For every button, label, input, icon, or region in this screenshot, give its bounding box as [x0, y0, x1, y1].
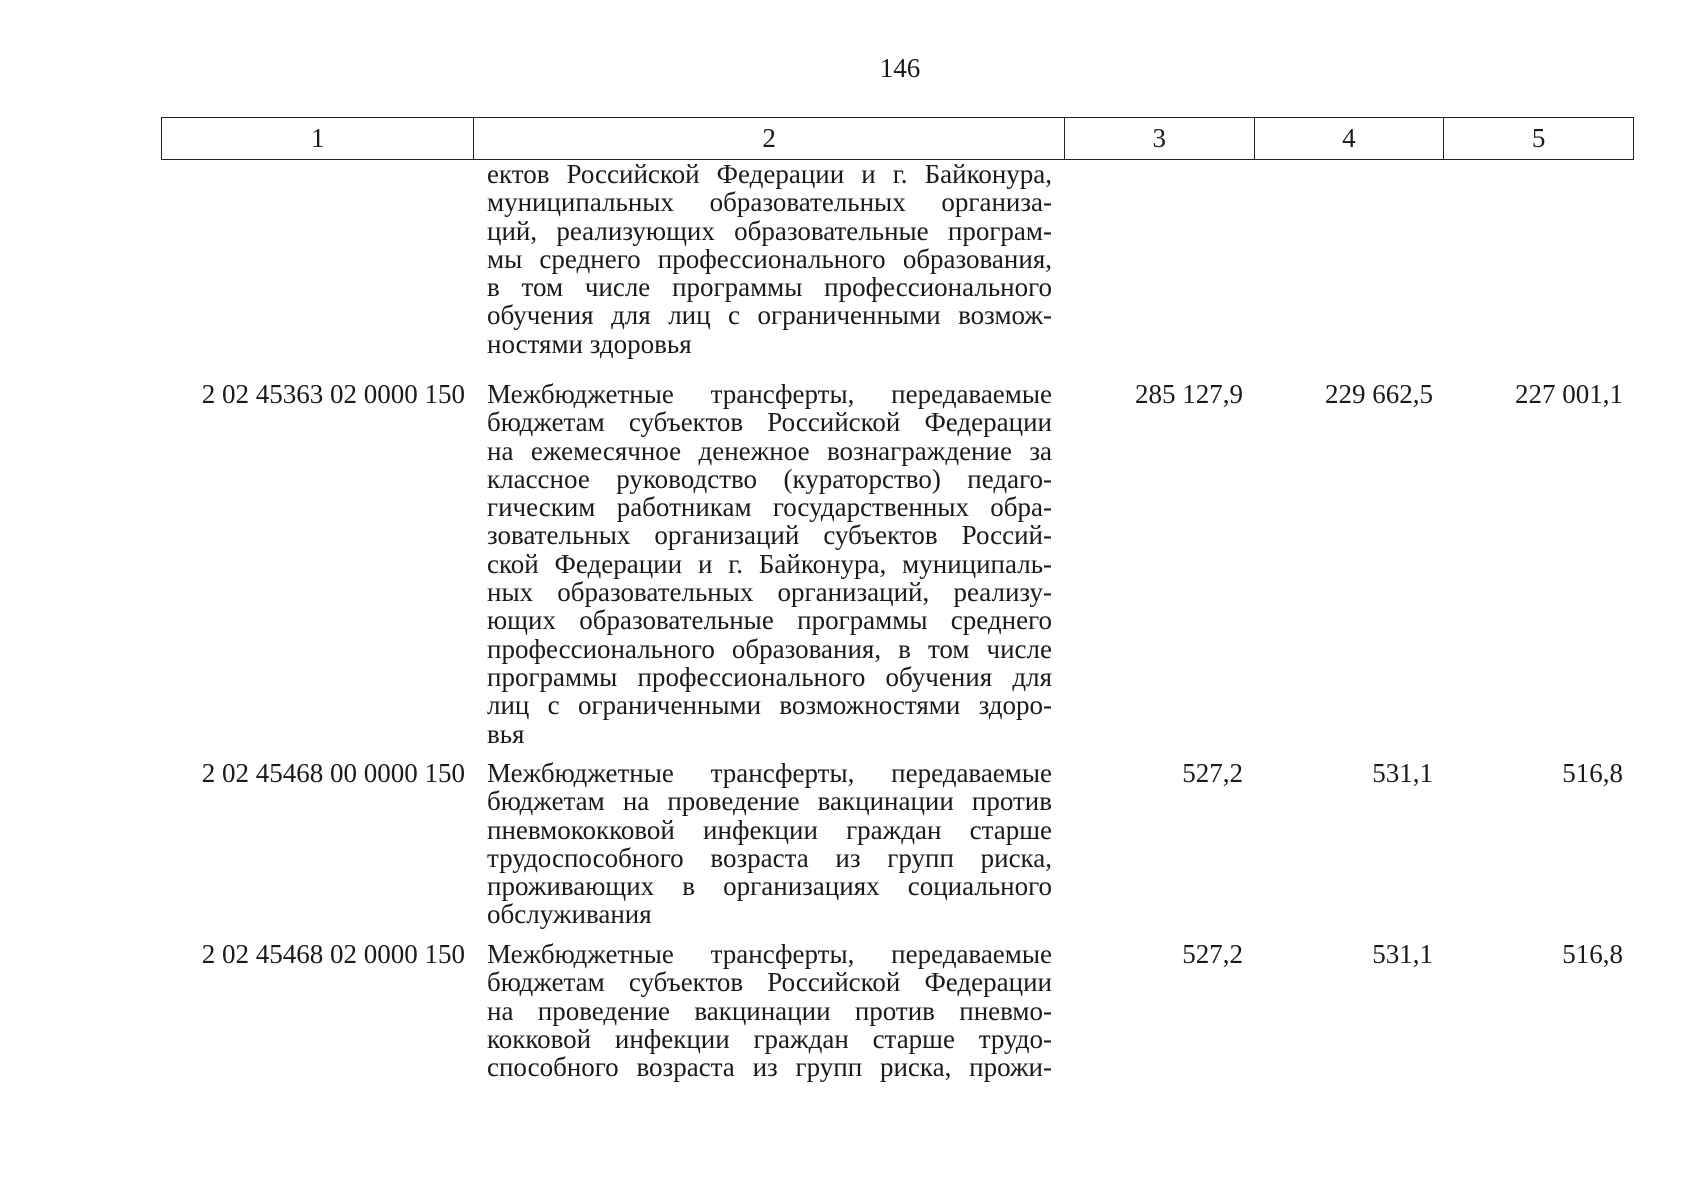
description-line: на ежемесячное денежное вознаграждение за — [487, 435, 1052, 466]
row-description — [487, 160, 1052, 358]
value-col-4: 531,1 — [1372, 939, 1433, 969]
description-line: вья — [487, 718, 525, 749]
value-col-3: 527,2 — [1182, 758, 1243, 788]
description-line: лиц с ограниченными возможностями здоро- — [487, 690, 1052, 721]
description-line: ций, реализующих образовательные програм- — [487, 215, 1052, 246]
description-line: ных образовательных организаций, реализу- — [487, 577, 1052, 608]
description-line: обслуживания — [487, 899, 652, 930]
description-line: ской Федерации и г. Байконура, муниципаль- — [487, 548, 1052, 579]
value-col-5: 516,8 — [1562, 939, 1623, 969]
description-line: ющих образовательные программы среднего — [487, 605, 1052, 636]
description-line: обучения для лиц с ограниченными возмож- — [487, 300, 1052, 331]
value-col-3: 527,2 — [1182, 939, 1243, 969]
column-header-1: 1 — [162, 118, 474, 160]
value-col-4: 229 662,5 — [1325, 379, 1433, 409]
description-line: программы профессионального обучения для — [487, 661, 1052, 692]
page-number: 146 — [879, 53, 921, 83]
row-description — [487, 380, 1052, 748]
table-header — [161, 117, 1634, 160]
column-header-2: 2 — [474, 118, 1064, 160]
description-line: бюджетам на проведение вакцинации против — [487, 786, 1052, 817]
description-line: ектов Российской Федерации и г. Байконура, — [487, 159, 1052, 189]
row-description — [487, 940, 1052, 1081]
description-line: муниципальных образовательных организа- — [487, 187, 1052, 218]
value-col-4: 531,1 — [1372, 758, 1433, 788]
description-line: классное руководство (кураторство) педаго- — [487, 463, 1052, 494]
budget-code: 2 02 45363 02 0000 150 — [201, 379, 465, 409]
description-line: профессионального образования, в том числе — [487, 633, 1052, 664]
budget-code: 2 02 45468 00 0000 150 — [201, 758, 465, 788]
description-line: Межбюджетные трансферты, передаваемые — [487, 939, 1052, 969]
description-line: гическим работникам государственных обра- — [487, 492, 1052, 523]
description-line: способного возраста из групп риска, прожи- — [487, 1052, 1052, 1083]
description-line: на проведение вакцинации против пневмо- — [487, 995, 1052, 1026]
description-line: кокковой инфекции граждан старше трудо- — [487, 1023, 1052, 1054]
description-line: бюджетам субъектов Российской Федерации — [487, 967, 1052, 998]
description-line: трудоспособного возраста из групп риска, — [487, 842, 1052, 873]
description-line: ностями здоровья — [487, 328, 692, 359]
column-header-4: 4 — [1254, 118, 1444, 160]
value-col-5: 227 001,1 — [1515, 379, 1623, 409]
description-line: в том числе программы профессионального — [487, 272, 1052, 303]
description-line: бюджетам субъектов Российской Федерации — [487, 407, 1052, 438]
description-line: пневмококковой инфекции граждан старше — [487, 814, 1052, 845]
description-line: проживающих в организациях социального — [487, 871, 1052, 902]
value-col-3: 285 127,9 — [1135, 379, 1243, 409]
description-line: мы среднего профессионального образования, — [487, 243, 1052, 274]
budget-code: 2 02 45468 02 0000 150 — [201, 939, 465, 969]
column-header-3: 3 — [1064, 118, 1254, 160]
description-line: зовательных организаций субъектов Россий- — [487, 520, 1052, 551]
column-header-5: 5 — [1444, 118, 1634, 160]
header-row — [162, 118, 1634, 160]
description-line: Межбюджетные трансферты, передаваемые — [487, 379, 1052, 409]
row-description — [487, 759, 1052, 929]
value-col-5: 516,8 — [1562, 758, 1623, 788]
description-line: Межбюджетные трансферты, передаваемые — [487, 758, 1052, 788]
